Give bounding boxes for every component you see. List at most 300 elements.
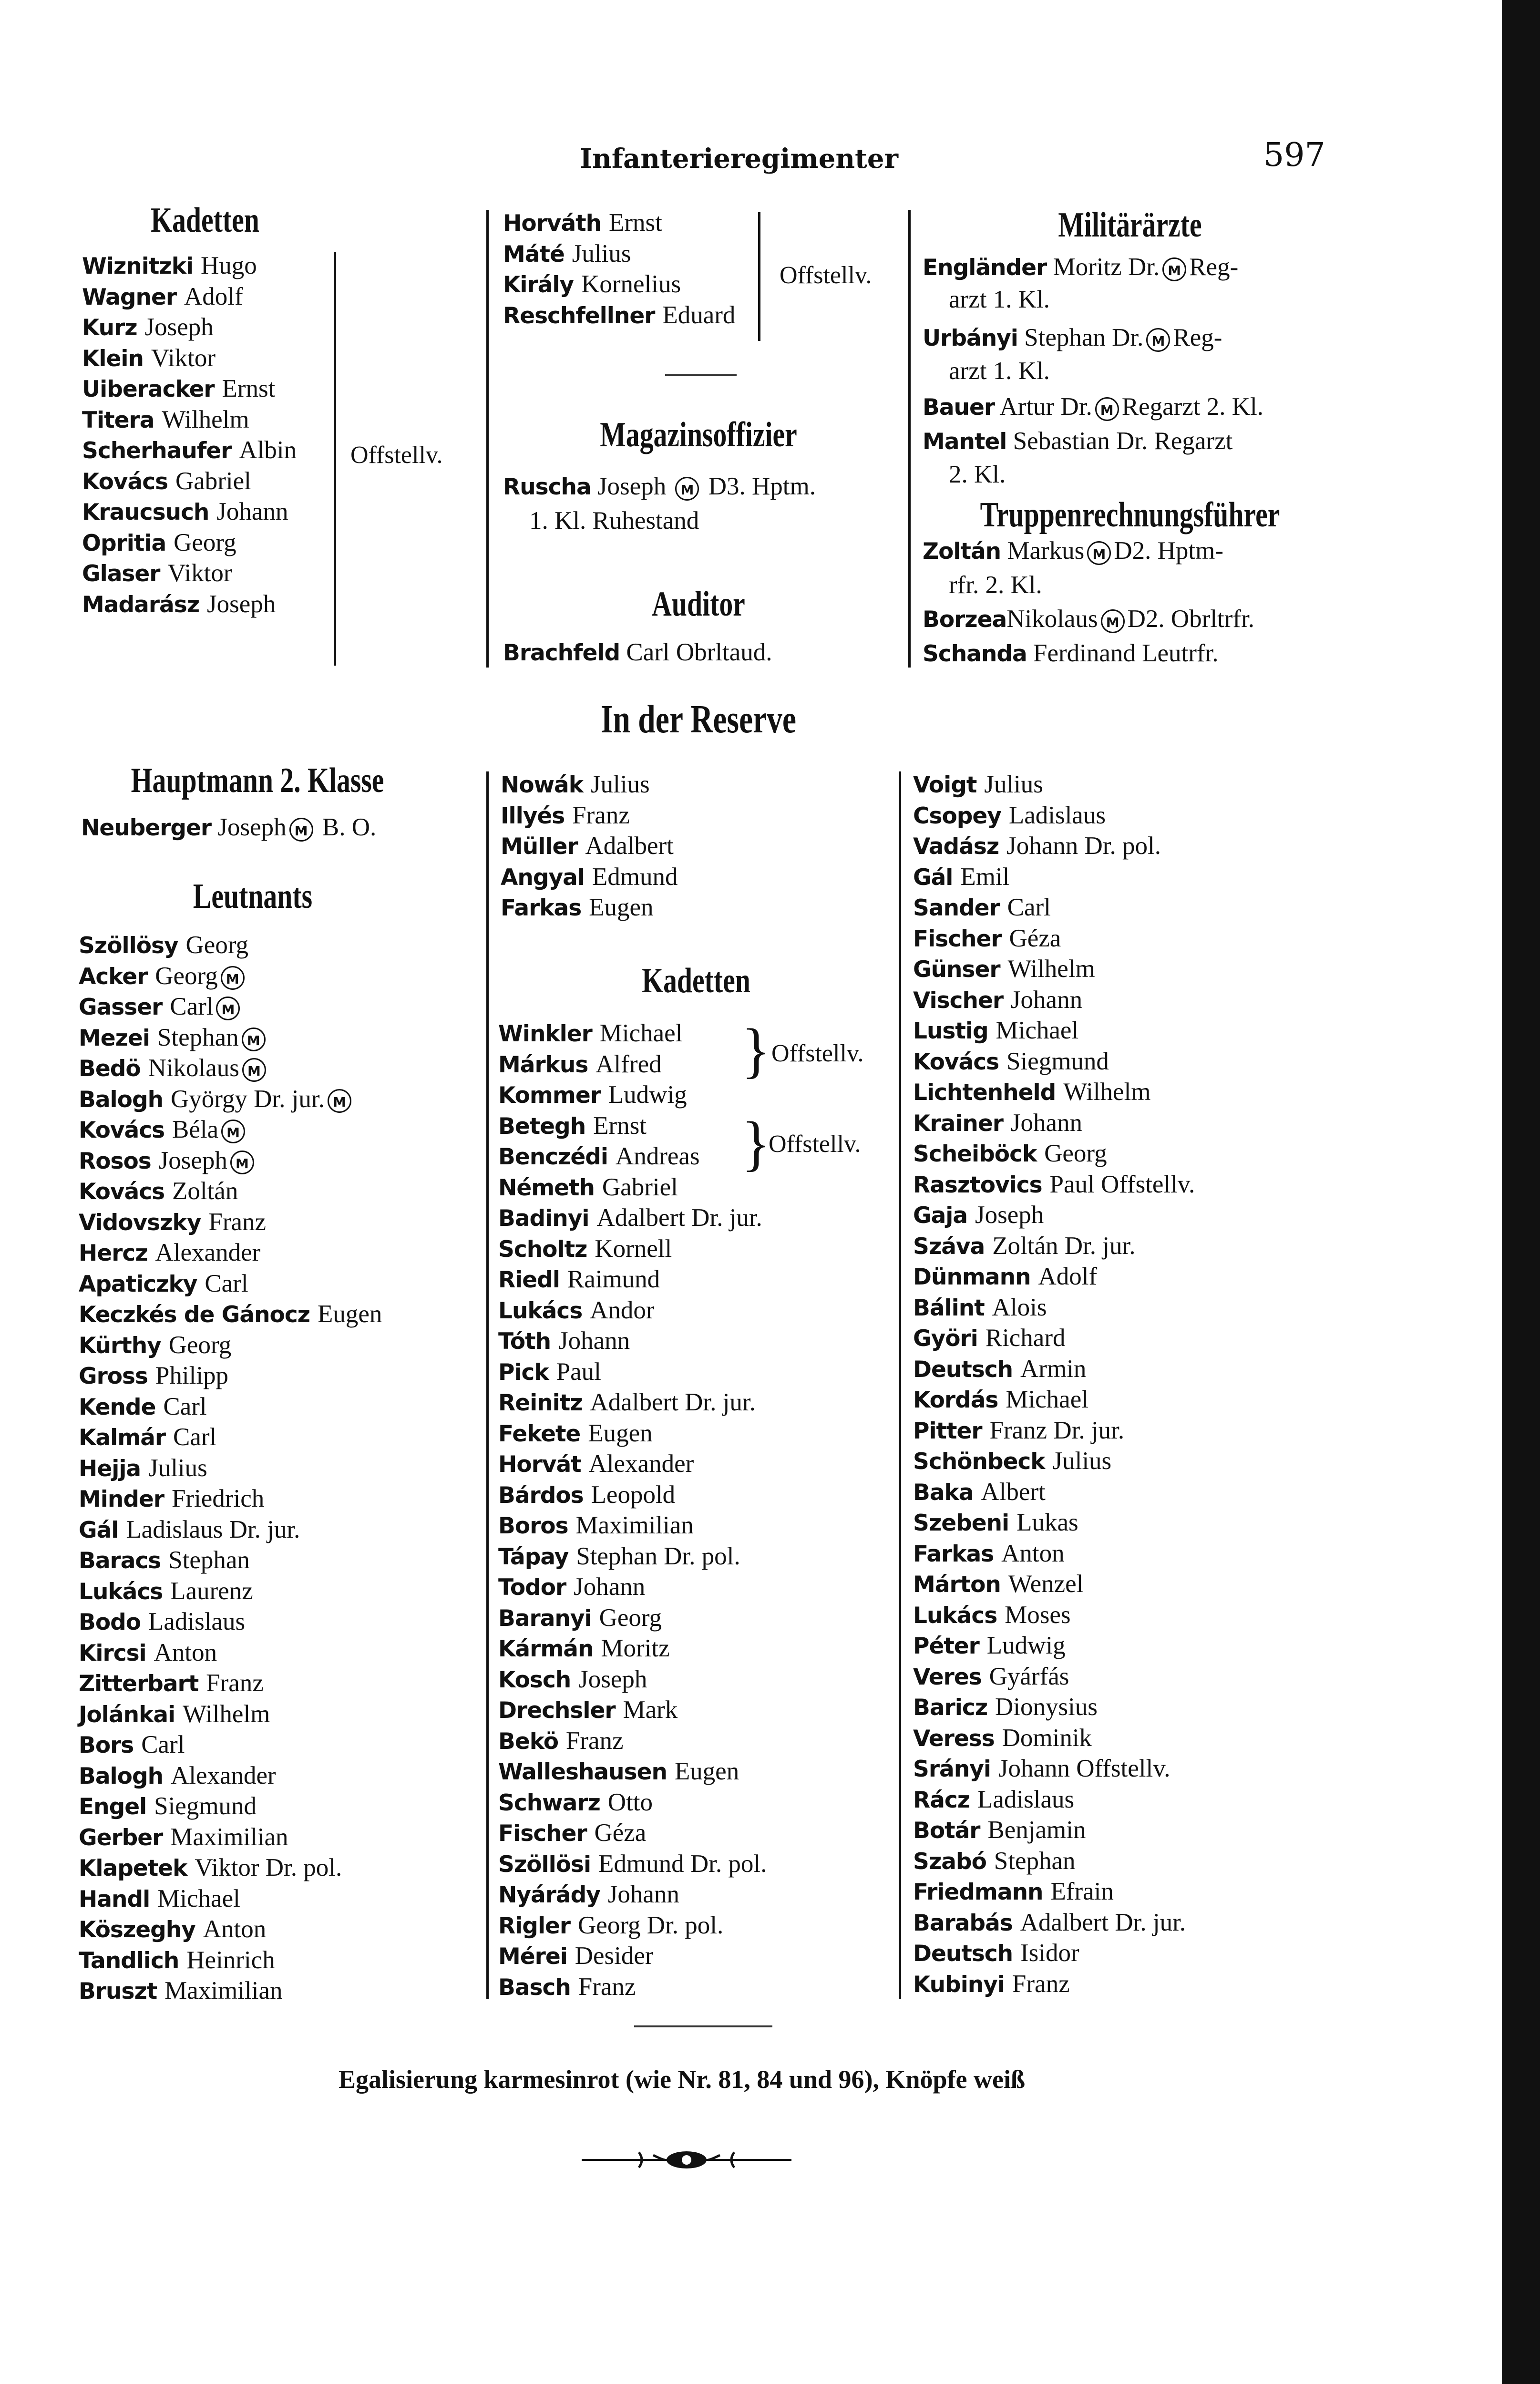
heading-truppenrechnungsfuehrer: Truppenrechnungsführer xyxy=(980,495,1280,534)
list-item xyxy=(498,1110,767,1141)
given-name: Stephan xyxy=(994,1847,1076,1875)
given-name: Joseph xyxy=(206,590,276,618)
surname: Todor xyxy=(498,1574,566,1601)
list-item xyxy=(498,1787,767,1818)
brace-label-2: Offstellv. xyxy=(780,262,872,289)
page-number: 597 xyxy=(1263,136,1325,174)
list-item xyxy=(498,1633,767,1664)
list-item xyxy=(503,207,735,238)
surname: Gross xyxy=(79,1363,148,1389)
given-name: Anton xyxy=(203,1915,267,1943)
list-item xyxy=(79,1053,382,1084)
surname: Scholtz xyxy=(498,1236,587,1263)
list-item xyxy=(79,1237,382,1268)
list-item xyxy=(913,1630,1195,1661)
divider-short xyxy=(665,374,737,376)
surname: Mérei xyxy=(498,1943,567,1970)
list-item xyxy=(79,1330,382,1361)
rechnung-line-2: rfr. 2. Kl. xyxy=(949,571,1042,599)
given-name: Edmund xyxy=(592,863,678,891)
footer-note: Egalisierung karmesinrot (wie Nr. 81, 84 und 96), Knöpfe weiß xyxy=(338,2065,1026,2094)
surname: Lichtenheld xyxy=(913,1079,1056,1106)
list-item xyxy=(79,1514,382,1545)
list-item xyxy=(913,1108,1195,1139)
surname: Horvát xyxy=(498,1451,581,1478)
list-item xyxy=(82,343,297,374)
surname: Veres xyxy=(913,1664,982,1690)
brace-symbol: } xyxy=(741,1017,771,1084)
surname: Badinyi xyxy=(498,1205,589,1232)
given-name: Eugen xyxy=(674,1757,739,1785)
surname: Keczkés de Gánocz xyxy=(79,1302,310,1328)
list-item xyxy=(79,1606,382,1637)
surname: Acker xyxy=(79,963,148,990)
military-merit-icon: M xyxy=(1087,541,1111,565)
surname: Tandlich xyxy=(79,1947,179,1974)
surname: Klein xyxy=(82,345,144,372)
list-item xyxy=(498,1356,767,1387)
heading-reserve: In der Reserve xyxy=(600,697,797,741)
surname: Nowák xyxy=(501,772,584,798)
given-name: Georg xyxy=(174,528,236,556)
list-item xyxy=(79,1945,382,1976)
given-name: Moses xyxy=(1005,1601,1071,1629)
surname: Kurz xyxy=(82,315,137,341)
arzt-line-1: Engländer Moritz Dr. M Reg- xyxy=(923,253,1239,281)
surname: Lukács xyxy=(913,1602,997,1629)
list-item xyxy=(913,1692,1195,1723)
military-merit-icon: M xyxy=(289,818,313,842)
given-name: Eduard xyxy=(662,301,736,329)
military-merit-icon: M xyxy=(675,477,699,501)
given-name: Wenzel xyxy=(1008,1570,1084,1598)
given-name: Viktor xyxy=(151,344,216,372)
list-item xyxy=(913,1384,1195,1415)
given-name: Julius xyxy=(1052,1447,1112,1475)
surname: Baricz xyxy=(913,1695,988,1721)
list-item xyxy=(913,1415,1195,1446)
surname: Szöllösi xyxy=(498,1851,591,1878)
given-name: Siegmund xyxy=(154,1792,257,1820)
list-item xyxy=(498,1849,767,1880)
surname: Sander xyxy=(913,895,1000,921)
list-item xyxy=(913,1323,1195,1354)
list-item xyxy=(913,862,1195,893)
given-name: Michael xyxy=(996,1017,1079,1044)
list-item xyxy=(913,1046,1195,1077)
surname: Kármán xyxy=(498,1636,594,1662)
given-name: Ladislaus Dr. jur. xyxy=(126,1515,300,1543)
surname: Schwarz xyxy=(498,1789,600,1816)
given-name: Andreas xyxy=(615,1142,700,1170)
given-name: Ernst xyxy=(593,1111,647,1140)
given-name: Georg xyxy=(168,1331,232,1359)
list-item xyxy=(498,1079,767,1110)
military-merit-icon: M xyxy=(1146,328,1170,352)
list-item xyxy=(79,1268,382,1299)
given-name: Alexander xyxy=(155,1239,261,1266)
officer-list-top xyxy=(503,207,735,330)
rechnung-line-1: Zoltán Markus M D2. Hptm- xyxy=(923,537,1223,565)
given-name: Ernst xyxy=(222,375,276,402)
given-name: Adalbert xyxy=(585,832,674,860)
surname: Szöllösy xyxy=(79,933,178,959)
list-item xyxy=(79,1852,382,1883)
given-name: Joseph xyxy=(578,1665,647,1693)
magazin-line2: 1. Kl. Ruhestand xyxy=(529,507,699,534)
surname: Hejja xyxy=(79,1455,141,1482)
given-name: Anton xyxy=(1001,1539,1065,1567)
surname: Gaja xyxy=(913,1202,968,1229)
given-name: Kornell xyxy=(595,1234,672,1263)
given-name: Georg Dr. pol. xyxy=(578,1911,724,1939)
heading-militaeraerzte: Militärärzte xyxy=(1058,206,1202,245)
surname: Deutsch xyxy=(913,1356,1013,1383)
surname: Voigt xyxy=(913,772,977,798)
list-item xyxy=(913,1446,1195,1477)
surname: Zitterbart xyxy=(79,1671,199,1697)
given-name: Julius xyxy=(590,771,650,798)
given-name: Adalbert Dr. jur. xyxy=(596,1204,762,1232)
surname: Günser xyxy=(913,956,1000,983)
given-name: Géza xyxy=(1009,924,1061,952)
surname: Péter xyxy=(913,1633,979,1659)
given-name: Adolf xyxy=(1038,1263,1098,1290)
brace-label: Offstellv. xyxy=(350,442,443,469)
surname: Bárdos xyxy=(498,1482,584,1509)
list-item xyxy=(913,1907,1195,1938)
given-name: Stephan xyxy=(157,1023,239,1051)
arzt-line-4: arzt 1. Kl. xyxy=(949,357,1050,385)
military-merit-icon: M xyxy=(328,1089,351,1113)
arzt-line-3: Urbányi Stephan Dr. M Reg- xyxy=(923,324,1222,351)
given-name: Franz xyxy=(206,1669,264,1697)
given-name: Mark xyxy=(623,1696,678,1724)
list-item xyxy=(79,1145,382,1176)
list-item xyxy=(79,1637,382,1668)
given-name: Stephan Dr. pol. xyxy=(576,1542,740,1570)
given-name: Dionysius xyxy=(995,1693,1098,1721)
given-name: Franz xyxy=(1012,1970,1070,1998)
scan-edge xyxy=(1502,0,1540,2384)
surname: Lukács xyxy=(498,1297,583,1324)
given-name: Wilhelm xyxy=(162,405,249,433)
given-name: Michael xyxy=(1006,1386,1088,1413)
given-name: Adalbert Dr. jur. xyxy=(590,1388,756,1416)
list-item xyxy=(913,1292,1195,1323)
given-name: Franz xyxy=(565,1726,624,1755)
surname: Rosos xyxy=(79,1148,151,1174)
surname: Dünmann xyxy=(913,1264,1031,1290)
surname: Walleshausen xyxy=(498,1759,667,1785)
list-item xyxy=(498,1295,767,1326)
list-item xyxy=(82,404,297,435)
surname: Scherhaufer xyxy=(82,438,232,464)
list-item xyxy=(79,1576,382,1607)
list-item xyxy=(913,1600,1195,1631)
given-name: Efrain xyxy=(1050,1878,1114,1905)
surname: Hercz xyxy=(79,1240,148,1266)
surname: Csopey xyxy=(913,802,1001,829)
surname: Rasztovics xyxy=(913,1171,1042,1198)
surname: Farkas xyxy=(913,1541,994,1567)
given-name: Viktor xyxy=(167,559,232,587)
surname: Kürthy xyxy=(79,1332,161,1359)
list-item xyxy=(913,1753,1195,1784)
given-name: Richard xyxy=(985,1324,1066,1352)
given-name: Franz xyxy=(578,1973,636,2001)
list-item xyxy=(82,250,297,281)
list-item xyxy=(498,1449,767,1480)
brace-symbol: } xyxy=(741,1110,771,1177)
list-item xyxy=(498,1141,767,1172)
list-item xyxy=(498,1172,767,1203)
list-item xyxy=(79,1114,382,1145)
list-item xyxy=(498,1049,767,1080)
given-name: Johann Dr. pol. xyxy=(1006,832,1161,860)
list-item xyxy=(913,1876,1195,1907)
heading-kadetten-reserve: Kadetten xyxy=(642,961,750,1000)
given-name: György Dr. jur. xyxy=(170,1085,325,1113)
surname: Kircsi xyxy=(79,1640,146,1666)
column-rule-2 xyxy=(908,210,911,668)
military-merit-icon: M xyxy=(230,1151,254,1174)
given-name: Heinrich xyxy=(186,1946,275,1974)
given-name: Julius xyxy=(984,771,1043,798)
given-name: Ludwig xyxy=(608,1081,687,1109)
given-name: Laurenz xyxy=(170,1577,253,1605)
given-name: Franz Dr. jur. xyxy=(989,1416,1125,1444)
list-item xyxy=(79,1699,382,1730)
surname: Schönbeck xyxy=(913,1449,1045,1475)
surname: Horváth xyxy=(503,210,602,236)
surname: Baranyi xyxy=(498,1605,592,1632)
military-merit-icon: M xyxy=(216,997,240,1020)
list-item xyxy=(913,1846,1195,1877)
given-name: Carl xyxy=(1007,894,1051,921)
surname: Betegh xyxy=(498,1113,586,1140)
arzt-line-6: Mantel Sebastian Dr. Regarzt xyxy=(923,427,1233,455)
surname: Apaticzky xyxy=(79,1271,197,1297)
list-item xyxy=(913,985,1195,1016)
surname: Drechsler xyxy=(498,1697,616,1724)
surname: Kalmár xyxy=(79,1425,166,1451)
surname: Bruszt xyxy=(79,1978,157,2004)
surname: Glaser xyxy=(82,561,160,587)
list-item xyxy=(79,1668,382,1699)
list-item xyxy=(79,1822,382,1853)
running-header: Infanterieregimenter xyxy=(579,143,899,175)
list-item xyxy=(503,300,735,331)
list-item xyxy=(913,800,1195,831)
surname: Angyal xyxy=(501,864,585,891)
list-item xyxy=(913,1661,1195,1692)
given-name: Friedrich xyxy=(171,1485,265,1512)
list-item xyxy=(498,1818,767,1849)
list-item xyxy=(498,1541,767,1572)
list-item xyxy=(913,1815,1195,1846)
surname: Lukács xyxy=(79,1578,163,1605)
list-item xyxy=(913,1138,1195,1169)
list-item xyxy=(79,1360,382,1391)
given-name: Joseph xyxy=(975,1201,1044,1229)
list-item xyxy=(498,1572,767,1603)
list-item xyxy=(79,991,382,1022)
list-item xyxy=(913,1477,1195,1508)
list-item xyxy=(79,1022,382,1053)
list-item xyxy=(498,1879,767,1910)
given-name: Zoltán xyxy=(172,1177,238,1205)
list-item xyxy=(913,1261,1195,1292)
list-item xyxy=(498,1726,767,1757)
list-item xyxy=(79,930,382,961)
surname: Barabás xyxy=(913,1910,1013,1936)
surname: Kosch xyxy=(498,1666,571,1693)
given-name: Johann xyxy=(216,498,288,525)
list-item xyxy=(913,1507,1195,1538)
given-name: Ernst xyxy=(609,209,662,236)
given-name: Isidor xyxy=(1020,1939,1079,1967)
list-item xyxy=(79,1914,382,1945)
list-item xyxy=(82,373,297,404)
military-merit-icon: M xyxy=(1162,257,1186,281)
given-name: Carl xyxy=(205,1269,248,1297)
divider-bottom xyxy=(634,2025,772,2027)
list-item xyxy=(498,1510,767,1541)
surname: Szebeni xyxy=(913,1510,1009,1536)
given-name: Adolf xyxy=(184,282,243,310)
surname: Winkler xyxy=(498,1021,592,1047)
given-name: Philipp xyxy=(155,1362,229,1389)
given-name: Leopold xyxy=(591,1480,676,1509)
given-name: Ladislaus xyxy=(148,1608,246,1635)
list-item xyxy=(501,862,678,893)
given-name: Wilhelm xyxy=(1063,1078,1151,1106)
given-name: Michael xyxy=(599,1019,683,1047)
surname: Bodo xyxy=(79,1609,141,1635)
surname: Balogh xyxy=(79,1086,164,1113)
given-name: Alfred xyxy=(595,1050,662,1078)
surname: Tápay xyxy=(498,1543,569,1570)
list-item xyxy=(503,238,735,269)
surname: Kovács xyxy=(913,1048,999,1075)
list-item xyxy=(79,1545,382,1576)
surname: Friedmann xyxy=(913,1879,1043,1905)
surname: Tóth xyxy=(498,1328,551,1355)
surname: Uiberacker xyxy=(82,376,215,402)
given-name: Paul xyxy=(556,1357,601,1386)
given-name: Andor xyxy=(590,1296,655,1324)
given-name: Dominik xyxy=(1002,1724,1092,1752)
surname: Gál xyxy=(79,1517,119,1543)
given-name: Joseph xyxy=(144,313,214,341)
given-name: Georg xyxy=(599,1603,662,1632)
surname: Riedl xyxy=(498,1267,560,1293)
list-item xyxy=(913,954,1195,985)
given-name: Eugen xyxy=(317,1300,382,1328)
given-name: Johann xyxy=(558,1327,630,1355)
given-name: Moritz xyxy=(601,1634,670,1662)
surname: Reinitz xyxy=(498,1390,583,1416)
surname: Király xyxy=(503,272,574,298)
surname: Handl xyxy=(79,1886,150,1912)
given-name: Gyárfás xyxy=(989,1662,1069,1690)
surname: Bors xyxy=(79,1732,134,1758)
surname: Márkus xyxy=(498,1051,588,1078)
military-merit-icon: M xyxy=(242,1028,266,1051)
given-name: Paul Offstellv. xyxy=(1049,1170,1195,1198)
surname: Köszeghy xyxy=(79,1917,195,1943)
list-item xyxy=(82,527,297,558)
list-item xyxy=(498,1695,767,1726)
list-item xyxy=(501,831,678,862)
given-name: Siegmund xyxy=(1006,1047,1109,1075)
list-item xyxy=(913,1354,1195,1385)
given-name: Gabriel xyxy=(602,1173,678,1201)
given-name: Wilhelm xyxy=(1007,955,1095,983)
given-name: Kornelius xyxy=(581,270,681,298)
surname: Bekö xyxy=(498,1728,558,1755)
heading-auditor: Auditor xyxy=(652,585,745,624)
given-name: Maximilian xyxy=(170,1823,288,1851)
surname: Vadász xyxy=(913,833,999,860)
given-name: Edmund Dr. pol. xyxy=(598,1850,767,1878)
given-name: Gabriel xyxy=(175,467,251,495)
list-item xyxy=(913,1015,1195,1046)
surname: Fekete xyxy=(498,1420,581,1447)
surname: Kovács xyxy=(79,1179,165,1205)
surname: Pitter xyxy=(913,1418,982,1444)
given-name: Franz xyxy=(572,801,630,829)
list-item xyxy=(498,1018,767,1049)
list-item xyxy=(501,769,678,800)
list-item xyxy=(913,1231,1195,1262)
given-name: Béla xyxy=(172,1116,219,1143)
surname: Wagner xyxy=(82,284,177,310)
list-item xyxy=(82,466,297,497)
list-item xyxy=(913,1784,1195,1815)
surname: Györi xyxy=(913,1326,978,1352)
surname: Bálint xyxy=(913,1295,985,1321)
given-name: Géza xyxy=(594,1819,647,1847)
given-name: Zoltán Dr. jur. xyxy=(992,1232,1136,1260)
surname: Fischer xyxy=(498,1820,587,1847)
arzt-line-5: Bauer Artur Dr. M Regarzt 2. Kl. xyxy=(923,393,1263,421)
list-item xyxy=(79,1975,382,2006)
given-name: Joseph xyxy=(158,1146,227,1174)
list-item xyxy=(501,800,678,831)
list-item xyxy=(79,1729,382,1760)
surname: Rigler xyxy=(498,1912,571,1939)
surname: Németh xyxy=(498,1174,595,1201)
given-name: Michael xyxy=(157,1884,240,1912)
surname: Gasser xyxy=(79,994,163,1020)
given-name: Alexander xyxy=(588,1450,694,1478)
surname: Veress xyxy=(913,1725,995,1752)
list-item xyxy=(913,1569,1195,1600)
list-item xyxy=(82,496,297,527)
heading-magazinsoffizier: Magazinsoffizier xyxy=(600,415,797,454)
column-rule-4 xyxy=(899,771,901,1999)
surname: Fischer xyxy=(913,925,1002,952)
surname: Wiznitzki xyxy=(82,253,194,279)
reserve-list-b xyxy=(498,1018,767,2002)
surname: Kubinyi xyxy=(913,1971,1005,1998)
list-item xyxy=(79,1084,382,1115)
list-item xyxy=(501,892,678,923)
surname: Klapetek xyxy=(79,1855,187,1881)
surname: Titera xyxy=(82,407,154,433)
